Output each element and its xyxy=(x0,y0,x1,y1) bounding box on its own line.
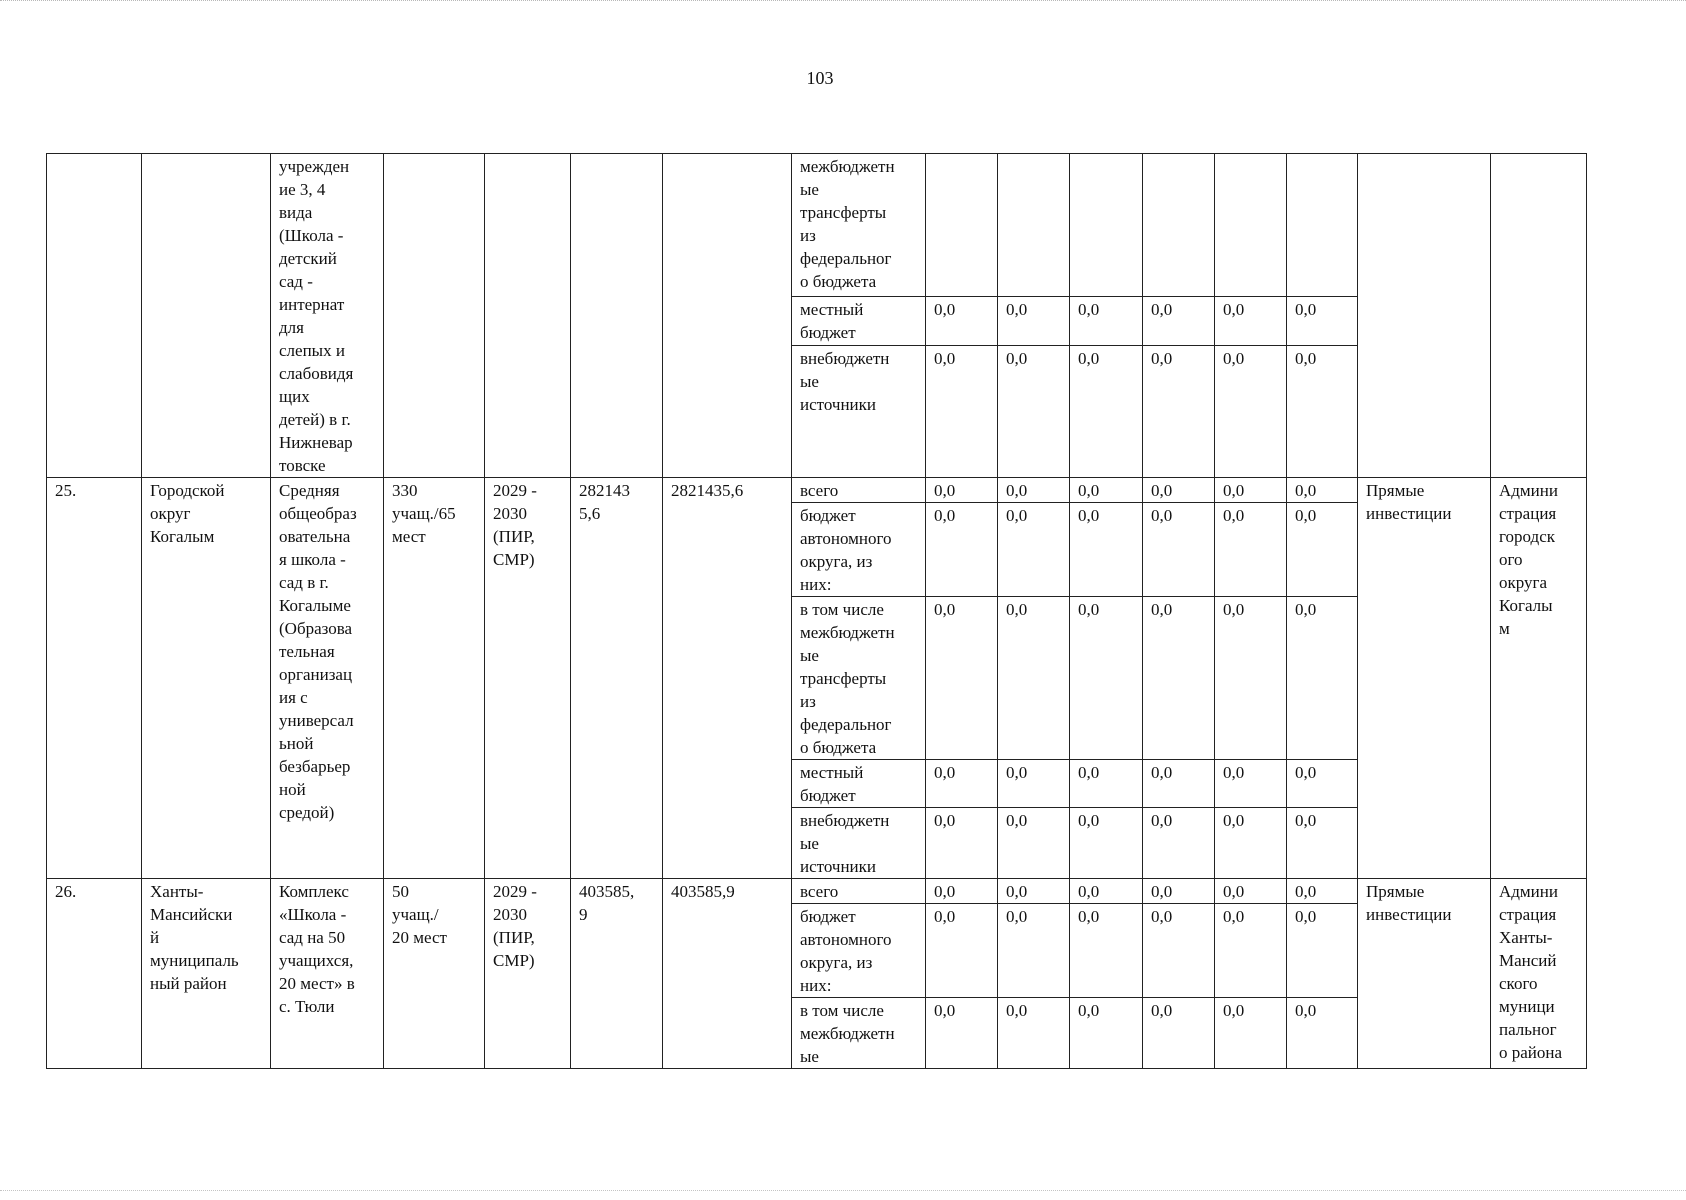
funding-source-cell-line: них: xyxy=(800,976,832,995)
object-name-cell-line: универсал xyxy=(279,711,354,730)
value-cell: 0,0 xyxy=(926,478,998,503)
object-name-cell-line: детей) в г. xyxy=(279,410,351,429)
funding-source-cell xyxy=(792,154,926,297)
period-cell-line: 2030 xyxy=(493,905,527,924)
capacity-cell xyxy=(384,154,485,478)
funding-source-cell-line: ые xyxy=(800,371,819,391)
funding-source-cell xyxy=(792,904,926,998)
period-cell-line: (ПИР, xyxy=(493,527,535,546)
value-cell: 0,0 xyxy=(1070,879,1143,904)
customer-cell-line: страция xyxy=(1499,905,1557,924)
object-name-cell-line: детский xyxy=(279,249,337,268)
estimated-cost-cell-line: 282143 xyxy=(579,481,630,500)
row-number-cell: 26. xyxy=(47,879,142,1069)
value-cell: 0,0 xyxy=(1287,503,1358,597)
customer-cell-line: ого xyxy=(1499,550,1523,569)
value-cell: 0,0 xyxy=(926,808,998,879)
scan-edge-top xyxy=(0,0,1686,4)
object-name-cell-line: сад на 50 xyxy=(279,928,346,947)
value-cell: 0,0 xyxy=(926,345,998,477)
value-cell: 0,0 xyxy=(1215,478,1287,503)
value-cell: 0,0 xyxy=(1143,879,1215,904)
value-cell: 0,0 xyxy=(1287,296,1358,345)
object-name-cell-line: товске xyxy=(279,456,326,475)
funding-source-cell-line: автономного xyxy=(800,529,892,548)
customer-cell-line: Ханты- xyxy=(1499,928,1553,947)
customer-cell xyxy=(1491,154,1587,478)
object-name-cell-line: Когалыме xyxy=(279,596,351,615)
funding-source-cell-line: в том числе xyxy=(800,600,884,619)
object-name-cell-line: Комплекс xyxy=(279,882,349,901)
funding-source-cell-line: федеральног xyxy=(800,715,892,734)
value-cell: 0,0 xyxy=(926,503,998,597)
object-name-cell-line: средой) xyxy=(279,803,335,822)
funding-source-cell-line: автономного xyxy=(800,930,892,949)
value-cell: 0,0 xyxy=(1143,296,1215,345)
value-cell: 0,0 xyxy=(1143,597,1215,760)
funding-source-cell-line: трансферты xyxy=(800,669,887,688)
investment-type-cell-line: Прямые xyxy=(1366,882,1425,901)
object-name-cell-line: сад в г. xyxy=(279,573,329,592)
value-cell: 0,0 xyxy=(1143,808,1215,879)
investment-type-cell-line: инвестиции xyxy=(1366,905,1452,924)
estimated-cost-cell-line: 9 xyxy=(579,905,588,924)
value-cell xyxy=(1070,154,1143,297)
table-row xyxy=(47,478,1587,503)
object-name-cell-line: организац xyxy=(279,665,353,684)
municipality-cell xyxy=(142,154,271,478)
table-row xyxy=(47,879,1587,904)
object-name-cell-line: (Образова xyxy=(279,619,353,638)
object-name-cell xyxy=(271,478,384,879)
funding-source-cell xyxy=(792,296,926,345)
funding-source-cell-line: бюджет xyxy=(800,907,856,926)
customer-cell-line: страция xyxy=(1499,504,1557,523)
object-name-cell-line: сад - xyxy=(279,272,313,291)
value-cell: 0,0 xyxy=(1143,478,1215,503)
value-cell: 0,0 xyxy=(998,998,1070,1069)
period-cell xyxy=(485,154,571,478)
funding-source-cell-line: местный xyxy=(800,299,864,319)
customer-cell-line: Админи xyxy=(1499,481,1558,500)
capacity-cell-line: 330 xyxy=(392,481,418,500)
investment-type-cell-line: Прямые xyxy=(1366,481,1425,500)
object-name-cell-line: для xyxy=(279,318,304,337)
value-cell xyxy=(998,154,1070,297)
value-cell: 0,0 xyxy=(998,879,1070,904)
municipality-cell xyxy=(142,879,271,1069)
funding-source-cell-line: из xyxy=(800,226,816,245)
investment-type-cell xyxy=(1358,879,1491,1069)
value-cell: 0,0 xyxy=(1287,760,1358,808)
funding-source-cell-line: бюджет xyxy=(800,322,856,342)
value-cell: 0,0 xyxy=(1215,597,1287,760)
funding-source-cell-line: местный xyxy=(800,763,864,782)
object-name-cell-line: 20 мест» в xyxy=(279,974,355,993)
value-cell: 0,0 xyxy=(1070,904,1143,998)
funding-source-cell-line: них: xyxy=(800,575,832,594)
value-cell: 0,0 xyxy=(998,760,1070,808)
value-cell: 0,0 xyxy=(998,345,1070,477)
estimated-cost-cell-line: 5,6 xyxy=(579,504,601,523)
object-name-cell-line: я школа - xyxy=(279,550,346,569)
funding-source-cell xyxy=(792,760,926,808)
remaining-cost-cell-line: 2821435,6 xyxy=(671,481,744,500)
funding-source-cell-line: межбюджетн xyxy=(800,623,895,642)
object-name-cell-line: вида xyxy=(279,203,313,222)
capacity-cell-line: 50 xyxy=(392,882,409,901)
value-cell xyxy=(926,154,998,297)
funding-source-cell-line: ые xyxy=(800,180,819,199)
customer-cell xyxy=(1491,879,1587,1069)
value-cell: 0,0 xyxy=(1070,998,1143,1069)
object-name-cell-line: ной xyxy=(279,780,306,799)
value-cell: 0,0 xyxy=(1287,808,1358,879)
funding-source-cell xyxy=(792,597,926,760)
funding-source-cell-line: о бюджета xyxy=(800,272,877,291)
value-cell: 0,0 xyxy=(1143,345,1215,477)
customer-cell xyxy=(1491,478,1587,879)
value-cell: 0,0 xyxy=(1143,998,1215,1069)
value-cell: 0,0 xyxy=(1070,503,1143,597)
investment-type-cell xyxy=(1358,478,1491,879)
customer-cell-line: муници xyxy=(1499,997,1555,1016)
row-number-cell: 25. xyxy=(47,478,142,879)
value-cell: 0,0 xyxy=(926,296,998,345)
value-cell xyxy=(1215,154,1287,297)
municipality-cell-line: ный район xyxy=(150,974,227,993)
funding-source-cell-line: внебюджетн xyxy=(800,811,890,830)
funding-source-cell-line: о бюджета xyxy=(800,738,877,757)
value-cell: 0,0 xyxy=(1070,478,1143,503)
value-cell: 0,0 xyxy=(998,296,1070,345)
customer-cell-line: Мансий xyxy=(1499,951,1557,970)
funding-source-cell-line: всего xyxy=(800,481,839,500)
object-name-cell-line: щих xyxy=(279,387,310,406)
municipality-cell-line: й xyxy=(150,928,160,947)
funding-source-cell-line: источники xyxy=(800,857,877,876)
object-name-cell-line: общеобраз xyxy=(279,504,357,523)
value-cell: 0,0 xyxy=(998,503,1070,597)
value-cell: 0,0 xyxy=(1215,503,1287,597)
funding-source-cell-line: федеральног xyxy=(800,249,892,268)
period-cell-line: (ПИР, xyxy=(493,928,535,947)
object-name-cell-line: учащихся, xyxy=(279,951,354,970)
capacity-cell-line: учащ./ xyxy=(392,905,439,924)
value-cell: 0,0 xyxy=(1287,478,1358,503)
value-cell: 0,0 xyxy=(1070,296,1143,345)
municipality-cell-line: Ханты- xyxy=(150,882,204,901)
funding-source-cell-line: в том числе xyxy=(800,1001,884,1020)
value-cell: 0,0 xyxy=(1215,904,1287,998)
value-cell: 0,0 xyxy=(1070,808,1143,879)
customer-cell-line: пальног xyxy=(1499,1020,1557,1039)
object-name-cell-line: Нижневар xyxy=(279,433,353,452)
row-number-cell xyxy=(47,154,142,478)
customer-cell-line: Админи xyxy=(1499,882,1558,901)
object-name-cell-line: Средняя xyxy=(279,481,340,500)
funding-source-cell-line: округа, из xyxy=(800,552,873,571)
value-cell: 0,0 xyxy=(926,904,998,998)
value-cell: 0,0 xyxy=(1215,998,1287,1069)
value-cell: 0,0 xyxy=(998,478,1070,503)
period-cell xyxy=(485,478,571,879)
value-cell: 0,0 xyxy=(926,760,998,808)
period-cell-line: 2029 - xyxy=(493,481,537,500)
estimated-cost-cell-line: 403585, xyxy=(579,882,635,901)
object-name-cell-line: слабовидя xyxy=(279,364,354,383)
value-cell xyxy=(1287,154,1358,297)
value-cell: 0,0 xyxy=(1143,760,1215,808)
period-cell-line: СМР) xyxy=(493,550,535,569)
funding-source-cell-line: источники xyxy=(800,394,877,414)
funding-source-cell xyxy=(792,503,926,597)
funding-source-cell-line: межбюджетн xyxy=(800,157,895,176)
funding-source-cell xyxy=(792,345,926,477)
object-name-cell-line: с. Тюли xyxy=(279,997,335,1016)
value-cell: 0,0 xyxy=(926,597,998,760)
customer-cell-line: городск xyxy=(1499,527,1556,546)
period-cell-line: СМР) xyxy=(493,951,535,970)
object-name-cell-line: ие 3, 4 xyxy=(279,180,326,199)
capacity-cell xyxy=(384,879,485,1069)
object-name-cell-line: безбарьер xyxy=(279,757,351,776)
object-name-cell xyxy=(271,879,384,1069)
municipality-cell-line: Когалым xyxy=(150,527,215,546)
period-cell xyxy=(485,879,571,1069)
object-name-cell-line: овательна xyxy=(279,527,351,546)
object-name-cell xyxy=(271,154,384,478)
value-cell: 0,0 xyxy=(1070,345,1143,477)
funding-source-cell-line: всего xyxy=(800,882,839,901)
municipality-cell-line: Мансийски xyxy=(150,905,233,924)
object-name-cell-line: учрежден xyxy=(279,157,350,176)
value-cell xyxy=(1143,154,1215,297)
value-cell: 0,0 xyxy=(1287,345,1358,477)
funding-source-cell xyxy=(792,879,926,904)
object-name-cell-line: (Школа - xyxy=(279,226,344,245)
funding-source-cell-line: бюджет xyxy=(800,786,856,805)
remaining-cost-cell xyxy=(663,154,792,478)
object-name-cell-line: ия с xyxy=(279,688,308,707)
funding-source-cell xyxy=(792,808,926,879)
municipality-cell-line: Городской xyxy=(150,481,225,500)
funding-source-cell-line: ые xyxy=(800,646,819,665)
value-cell: 0,0 xyxy=(998,597,1070,760)
value-cell: 0,0 xyxy=(1287,998,1358,1069)
value-cell: 0,0 xyxy=(1143,904,1215,998)
funding-source-cell-line: из xyxy=(800,692,816,711)
municipality-cell-line: муниципаль xyxy=(150,951,239,970)
value-cell: 0,0 xyxy=(998,904,1070,998)
capacity-cell-line: мест xyxy=(392,527,426,546)
scan-edge-bottom xyxy=(0,1190,1686,1194)
customer-cell-line: м xyxy=(1499,619,1510,638)
value-cell: 0,0 xyxy=(1215,879,1287,904)
table-body xyxy=(47,154,1587,1069)
estimated-cost-cell xyxy=(571,478,663,879)
value-cell: 0,0 xyxy=(1215,345,1287,477)
capacity-cell-line: учащ./65 xyxy=(392,504,456,523)
value-cell: 0,0 xyxy=(998,808,1070,879)
page-number: 103 xyxy=(806,68,834,88)
funding-source-cell-line: ые xyxy=(800,834,819,853)
customer-cell-line: ского xyxy=(1499,974,1538,993)
value-cell: 0,0 xyxy=(1070,597,1143,760)
capacity-cell-line: 20 мест xyxy=(392,928,447,947)
value-cell: 0,0 xyxy=(926,998,998,1069)
object-name-cell-line: тельная xyxy=(279,642,335,661)
value-cell: 0,0 xyxy=(1287,597,1358,760)
investment-type-cell xyxy=(1358,154,1491,478)
value-cell: 0,0 xyxy=(1215,760,1287,808)
municipality-cell xyxy=(142,478,271,879)
funding-source-cell-line: трансферты xyxy=(800,203,887,222)
object-name-cell-line: интернат xyxy=(279,295,345,314)
value-cell: 0,0 xyxy=(1287,879,1358,904)
investment-objects-table xyxy=(46,153,1587,1069)
value-cell: 0,0 xyxy=(1287,904,1358,998)
object-name-cell-line: слепых и xyxy=(279,341,345,360)
estimated-cost-cell xyxy=(571,154,663,478)
period-cell-line: 2029 - xyxy=(493,882,537,901)
value-cell: 0,0 xyxy=(1143,503,1215,597)
funding-source-cell-line: межбюджетн xyxy=(800,1024,895,1043)
funding-source-cell-line: внебюджетн xyxy=(800,348,890,368)
period-cell-line: 2030 xyxy=(493,504,527,523)
value-cell: 0,0 xyxy=(1070,760,1143,808)
capacity-cell xyxy=(384,478,485,879)
remaining-cost-cell-line: 403585,9 xyxy=(671,882,735,901)
funding-source-cell xyxy=(792,998,926,1069)
value-cell: 0,0 xyxy=(1215,296,1287,345)
remaining-cost-cell xyxy=(663,478,792,879)
funding-source-cell-line: бюджет xyxy=(800,506,856,525)
customer-cell-line: округа xyxy=(1499,573,1548,592)
value-cell: 0,0 xyxy=(1215,808,1287,879)
object-name-cell-line: ьной xyxy=(279,734,314,753)
estimated-cost-cell xyxy=(571,879,663,1069)
funding-source-cell-line: ые xyxy=(800,1047,819,1066)
remaining-cost-cell xyxy=(663,879,792,1069)
funding-source-cell xyxy=(792,478,926,503)
investment-type-cell-line: инвестиции xyxy=(1366,504,1452,523)
customer-cell-line: Когалы xyxy=(1499,596,1553,615)
municipality-cell-line: округ xyxy=(150,504,191,523)
table-row xyxy=(47,154,1587,297)
value-cell: 0,0 xyxy=(926,879,998,904)
customer-cell-line: о района xyxy=(1499,1043,1563,1062)
object-name-cell-line: «Школа - xyxy=(279,905,347,924)
funding-source-cell-line: округа, из xyxy=(800,953,873,972)
